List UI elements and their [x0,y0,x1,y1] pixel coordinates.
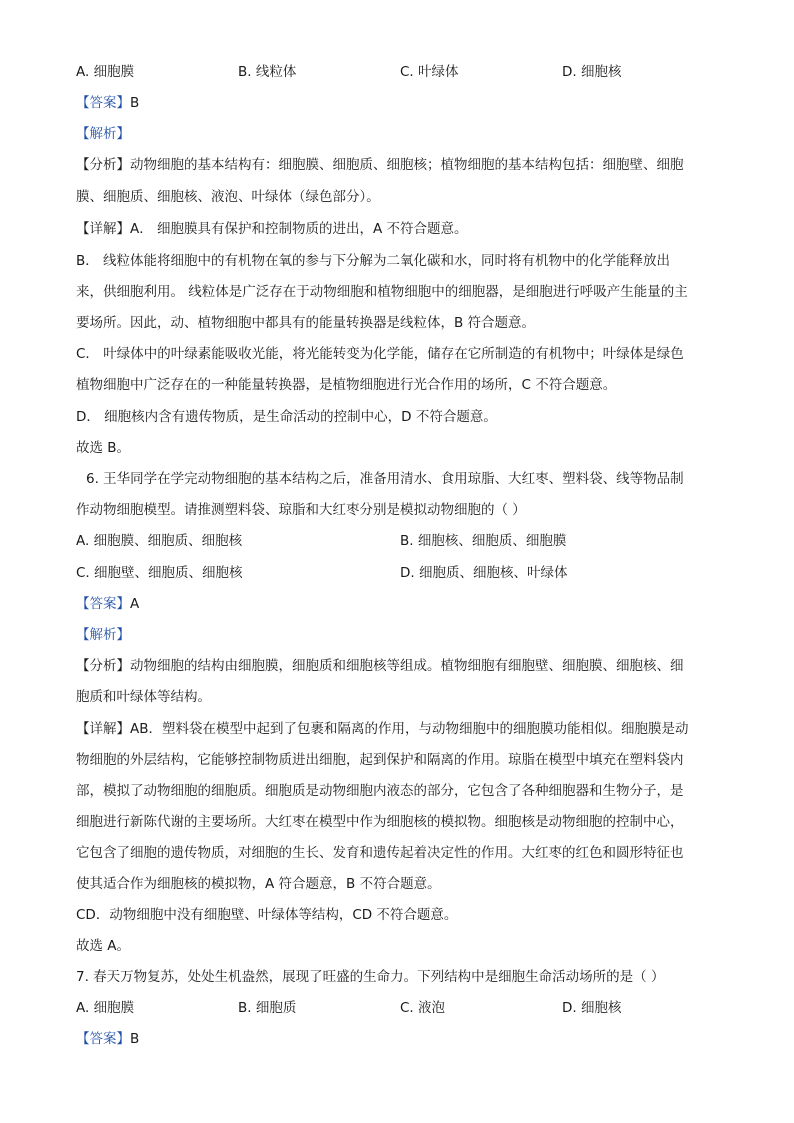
q6-conclusion: 故选 A。 [76,938,131,954]
q5-answer [76,93,722,113]
answer-value: B [130,1031,140,1047]
q7-option-d: D. 细胞核 [562,1000,622,1016]
q6-analysis-line: 【分析】动物细胞的结构由细胞膜，细胞质和细胞核等组成。植物细胞有细胞壁、细胞膜、细胞核、细 [76,658,684,674]
answer-value: B [130,95,140,111]
q6-stem: 6. 王华同学在学完动物细胞的基本结构之后，准备用清水、食用琼脂、大红枣、塑料袋、线等物品制 [86,471,684,487]
q5-analysis-line: 【详解】A． 细胞膜具有保护和控制物质的进出，A 不符合题意。 [76,221,468,237]
q5-option-a: A. 细胞膜 [76,64,135,80]
q6-analysis-line: 部，模拟了动物细胞的细胞质。细胞质是动物细胞内液态的部分，它包含了各种细胞器和生物分子，是 [76,783,684,799]
q6-analysis-line: 胞质和叶绿体等结构。 [76,689,211,705]
q6-option-c: C. 细胞壁、细胞质、细胞核 [76,565,243,581]
q5-analysis-line: D． 细胞核内含有遗传物质，是生命活动的控制中心，D 不符合题意。 [76,409,497,425]
q5-analysis-tag: 【解析】 [76,126,130,142]
q6-analysis-line: 【详解】AB．塑料袋在模型中起到了包裹和隔离的作用，与动物细胞中的细胞膜功能相似。细胞膜是动 [76,721,689,737]
q5-analysis-line: 【分析】动物细胞的基本结构有：细胞膜、细胞质、细胞核；植物细胞的基本结构包括：细胞壁、细胞 [76,157,684,173]
q6-option-b: B. 细胞核、细胞质、细胞膜 [400,533,567,549]
answer-tag: 【答案】 [76,95,130,111]
q6-analysis-line: 它包含了细胞的遗传物质，对细胞的生长、发育和遗传起着决定性的作用。大红枣的红色和圆形特征也 [76,845,684,861]
q7-option-b: B. 细胞质 [238,1000,297,1016]
q6-option-a: A. 细胞膜、细胞质、细胞核 [76,533,243,549]
answer-value: A [130,596,140,612]
q7-option-c: C. 液泡 [400,1000,446,1016]
q5-analysis-line: 要场所。因此，动、植物细胞中都具有的能量转换器是线粒体，B 符合题意。 [76,315,536,331]
q5-analysis-line: B． 线粒体能将细胞中的有机物在氧的参与下分解为二氧化碳和水，同时将有机物中的化学能释放出 [76,253,671,269]
q5-analysis-line: 来，供细胞利用。 线粒体是广泛存在于动物细胞和植物细胞中的细胞器，是细胞进行呼吸产生能量的主 [76,284,688,300]
q5-option-d: D. 细胞核 [562,64,622,80]
q5-conclusion: 故选 B。 [76,440,131,456]
q5-option-b: B. 线粒体 [238,64,297,80]
q6-analysis-line: CD．动物细胞中没有细胞壁、叶绿体等结构，CD 不符合题意。 [76,907,458,923]
answer-tag: 【答案】 [76,1031,130,1047]
q7-stem: 7. 春天万物复苏，处处生机盎然，展现了旺盛的生命力。下列结构中是细胞生命活动场所的是（ ） [76,969,665,985]
q6-stem: 作动物细胞模型。请推测塑料袋、琼脂和大红枣分别是模拟动物细胞的（ ） [76,502,526,518]
q6-option-d: D. 细胞质、细胞核、叶绿体 [400,565,568,581]
q6-answer [76,594,722,614]
q5-analysis-line: C． 叶绿体中的叶绿素能吸收光能，将光能转变为化学能，储存在它所制造的有机物中；叶绿体是绿色 [76,346,684,362]
q6-analysis-tag: 【解析】 [76,627,130,643]
q5-analysis-line: 膜、细胞质、细胞核、液泡、叶绿体（绿色部分）。 [76,189,380,205]
q7-answer [76,1029,722,1049]
answer-tag: 【答案】 [76,596,130,612]
q6-analysis-line: 细胞进行新陈代谢的主要场所。大红枣在模型中作为细胞核的模拟物。细胞核是动物细胞的控制中心， [76,814,684,830]
q5-option-c: C. 叶绿体 [400,64,459,80]
q5-analysis-line: 植物细胞中广泛存在的一种能量转换器，是植物细胞进行光合作用的场所，C 不符合题意。 [76,377,617,393]
q7-option-a: A. 细胞膜 [76,1000,135,1016]
q6-analysis-line: 物细胞的外层结构，它能够控制物质进出细胞，起到保护和隔离的作用。琼脂在模型中填充在塑料袋内 [76,752,684,768]
q6-analysis-line: 使其适合作为细胞核的模拟物，A 符合题意，B 不符合题意。 [76,876,441,892]
